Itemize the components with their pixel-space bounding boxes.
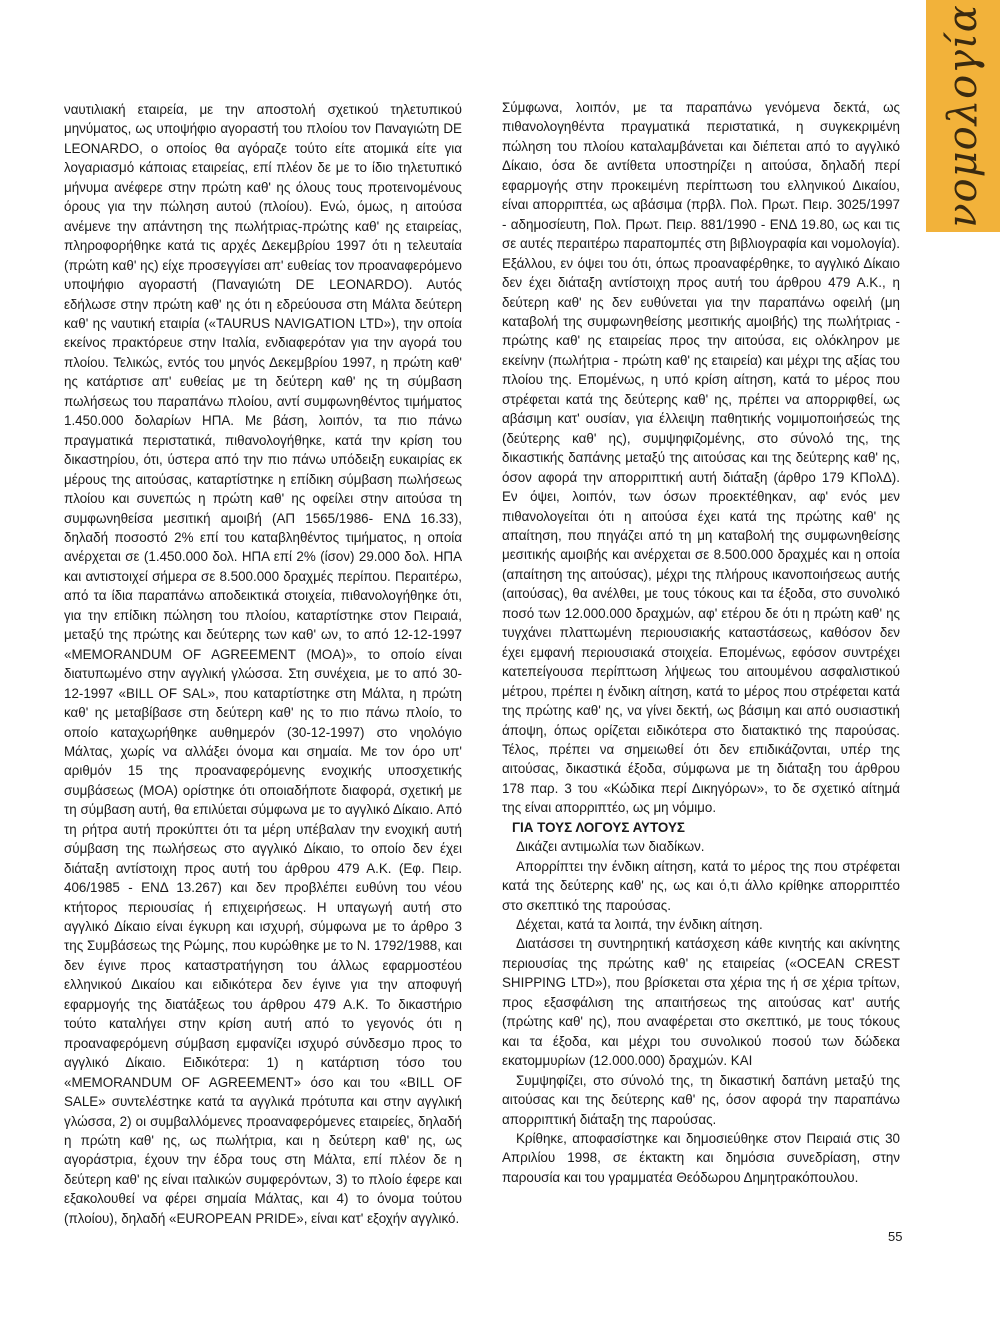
right-column: [502, 98, 900, 1187]
page-number: 55: [888, 1229, 903, 1244]
ruling-paragraph: Απορρίπτει την ένδικη αίτηση, κατά το μέρος της που στρέφεται κατά της δεύτερης καθ' ης, ως και ό,τι άλλο κρίθηκε απορριπτέο στο σκεπτικό της παρούσας.: [502, 858, 900, 913]
ruling-paragraph: Συμψηφίζει, στο σύνολό της, τη δικαστική δαπάνη μεταξύ της αιτούσας και της δεύτερης καθ' ης, όσον αφορά την παραπάνω απορριπτική διάταξη της παρούσας.: [502, 1072, 900, 1127]
left-column-text: ναυτιλιακή εταιρεία, με την αποστολή σχετικού τηλετυπικού μηνύματος, ως υποψήφιο αγοραστή του πλοίου τον Παναγιώτη DE LEONARDO, ο οποίος θα αγόραζε τούτο είτε ατομικά είτε για λογαριασμό κάποιας εταιρείας, επί πλέον δε με το ίδιο τηλετυπικό μήνυμα ανέφερε στην πρώτη καθ' ης όλους τους προτεινομένους όρους για την πώληση αυτού (πλοίου). Ενώ, όμως, η αιτούσα ανέμενε την απάντηση της πωλήτριας-πρώτης καθ' ης εταιρείας, πληροφορήθηκε κατά τις αρχές Δεκεμβρίου 1997 ότι η τελευταία (πρώτη καθ' ης) είχε προσεγγίσει απ' ευθείας τον προαναφερόμενο υποψήφιο αγοραστή (Παναγιώτη DE LEONARDO). Αυτός εδήλωσε στην πρώτη καθ' ης ότι η εδρεύουσα στη Μάλτα δεύτερη καθ' ης ναυτική εταιρία («TAURUS NAVIGATION LTD»), την οποία εκείνος πρακτόρευε στην Ιταλία, ενδιαφερόταν για την αγορά του πλοίου. Τελικώς, εντός του μηνός Δεκεμβρίου 1997, η πρώτη καθ' ης κατάρτισε απ' ευθείας με τη δεύτερη καθ' ης τη σύμβαση πωλήσεως του παραπάνω πλοίου, αντί συμφωνηθέντος τιμήματος 1.450.000 δολαρίων ΗΠΑ. Με βάση, λοιπόν, τα πιο πάνω πραγματικά περιστατικά, πιθανολογήθηκε, κατά την κρίση του δικαστηρίου, ότι, ύστερα από την πιο πάνω υπόδειξη ευκαιρίας εκ μέρους της αιτούσας, καταρτίστηκε η επίδικη σύμβαση πωλήσεως πλοίου και συνεπώς η πρώτη καθ' ης οφείλει στην αιτούσα τη συμφωνηθείσα μεσιτική αμοιβή (ΑΠ 1565/1986- ΕΝΔ 16.33), δηλαδή ποσοστό 2% επί του καταβληθέντος τιμήματος, η οποία ανέρχεται σε (1.450.000 δολ. ΗΠΑ επί 2% (ίσον) 29.000 δολ. ΗΠΑ και αντιστοιχεί σήμερα σε 8.500.000 δραχμές περίπου. Περαιτέρω, από τα ίδια παραπάνω αποδεικτικά στοιχεία, πιθανολογήθηκε ότι, για την επίδικη πώληση του πλοίου, καταρτίστηκε στον Πειραιά, μεταξύ της πρώτης και δεύτερης των καθ' ων, το από 12-12-1997 «MEMORANDUM OF AGREEMENT (MOA)», το οποίο είναι διατυπωμένο στην αγγλική γλώσσα. Στη συνέχεια, με το από 30-12-1997 «BILL OF SAL», που καταρτίστηκε στη Μάλτα, η πρώτη καθ' ης μεταβίβασε στη δεύτερη καθ' ης το πιο πάνω πλοίο, το οποίο καταχωρήθηκε αυθημερόν (30-12-1997) στο νηολόγιο Μάλτας, χωρίς να αλλάξει όνομα και σημαία. Με τον όρο υπ' αριθμόν 15 της προαναφερόμενης ενοχικής υποσχετικής συμβάσεως (ΜΟΑ) ορίστηκε ότι οποιαδήποτε διαφορά, σχετική με τη σύμβαση αυτή, θα επιλύεται σύμφωνα με το αγγλικό Δίκαιο. Από τη ρήτρα αυτή προκύπτει ότι τα μέρη υπέβαλαν την ενοχική αυτή σύμβαση της πωλήσεως στο αγγλικό Δίκαιο, το οποίο δεν έχει διάταξη αντίστοιχη προς αυτή του άρθρου 479 Α.Κ. (Εφ. Πειρ. 406/1985 - ΕΝΔ 13.267) και δεν προβλέπει ευθύνη του νέου κτήτορος περιουσίας ή επιχειρήσεως. Η υπαγωγή αυτή στο αγγλικό Δίκαιο είναι έγκυρη και ισχυρή, σύμφωνα με το άρθρο 3 της Συμβάσεως της Ρώμης, που κυρώθηκε με το Ν. 1792/1988, και δεν έγινε προς καταστρατήγηση του άλλως εφαρμοστέου ελληνικού Δικαίου και ειδικότερα δεν έγινε για την αποφυγή εφαρμογής της διατάξεως του άρθρου 479 Α.Κ. Το δικαστήριο τούτο καταλήγει στην κρίση αυτή από το γεγονός ότι η προαναφερόμενη σύμβαση εμφανίζει ισχυρό σύνδεσμο προς το αγγλικό Δίκαιο. Ειδικότερα: 1) η κατάρτιση τόσο του «MEMORANDUM OF AGREEMENT» όσο και του «BILL OF SALE» συντελέστηκε κατά τα αγγλικά πρότυπα και στην αγγλική γλώσσα, 2) οι συμβαλλόμενες προαναφερόμενες εταιρείες, δηλαδή η πρώτη καθ' ης, ως πωλήτρια, και η δεύτερη καθ' ης, ως αγοράστρια, έχουν την έδρα τους στη Μάλτα, επί πλέον δε η δεύτερη καθ' ης είναι ιταλικών συμφερόντων, 3) το πλοίο έφερε και εξακολουθεί να φέρει σημαία Μάλτας, και 4) το όνομα τούτου (πλοίου), δηλαδή «EUROPEAN PRIDE», είναι κατ' εξοχήν αγγλικό.: [64, 102, 462, 1226]
ruling-paragraph: Δέχεται, κατά τα λοιπά, την ένδικη αίτηση.: [516, 917, 763, 933]
section-tab: [926, 0, 1000, 232]
ruling-paragraph: Κρίθηκε, αποφασίστηκε και δημοσιεύθηκε στον Πειραιά στις 30 Απριλίου 1998, σε έκτακτη και δημόσια συνεδρίαση, στην παρουσία και του γραμματέα Θεόδωρου Δημητρακόπουλου.: [502, 1131, 900, 1185]
ruling-paragraph: Διατάσσει τη συντηρητική κατάσχεση κάθε κινητής και ακίνητης περιουσίας της πρώτης καθ' ης εταιρείας («OCEAN CREST SHIPPING LTD»), που βρίσκεται στα χέρια της ή σε χέρια τρίτων, προς εξασφάλιση της απαιτήσεως της αιτούσας κατ' αυτής (πρώτης καθ' ης), που αναφέρεται στο σκεπτικό, με τους τόκους και τα έξοδα, και μέχρι του συνολικού ποσού των δώδεκα εκατομμυρίων (12.000.000) δραχμών. ΚΑΙ: [502, 936, 900, 1069]
left-column: [64, 100, 462, 1228]
opening-paragraph: Σύμφωνα, λοιπόν, με τα παραπάνω γενόμενα δεκτά, ως πιθανολογηθέντα πραγματικά περιστατικά, η συγκεκριμένη πώληση του πλοίου καταλαμβάνεται και διέπεται από το αγγλικό Δίκαιο, όσα δε αντίθετα υποστηρίζει η αιτούσα, δηλαδή περί εφαρμογής στην προκειμένη περίπτωση του ελληνικού Δικαίου, είναι απορριπτέα, ως αβάσιμα (πρβλ. Πολ. Πρωτ. Πειρ. 3025/1997 - αδημοσίευτη, Πολ. Πρωτ. Πειρ. 881/1990 - ΕΝΔ 19.80, ως και τις σε αυτές περαιτέρω παραπομπές στη βιβλιογραφία και νομολογία). Εξάλλου, εν όψει του ότι, όπως προαναφέρθηκε, το αγγλικό Δίκαιο δεν έχει διάταξη αντίστοιχη προς αυτή του άρθρου 479 Α.Κ., η δεύτερη καθ' ης δεν ευθύνεται για την παραπάνω οφειλή (μη καταβολή της συμφωνηθείσης μεσιτικής αμοιβής) της πωλήτριας - πρώτης καθ' ης εταιρείας προς την αιτούσα, εις ολόκληρον με εκείνην (πωλήτρια - πρώτη καθ' ης εταιρεία) και μέχρι της αξίας του πλοίου της. Επομένως, η υπό κρίση αίτηση, κατά το μέρος που στρέφεται κατά της δεύτερης καθ' ης, πρέπει να απορριφθεί, ως αβάσιμη κατ' ουσίαν, για έλλειψη παθητικής νομιμοποιήσεώς της (δεύτερης καθ' ης), συμψηφιζομένης, στο σύνολό της, της δικαστικής δαπάνης μεταξύ της αιτούσας και της δεύτερης καθ' ης, όσον αφορά την απορριπτική αυτή διάταξη (άρθρο 179 ΚΠολΔ). Εν όψει, λοιπόν, των όσων προεκτέθηκαν, αφ' ενός μεν πιθανολογείται ότι η αιτούσα έχει κατά της πρώτης καθ' ης απαίτηση, που πηγάζει από τη μη καταβολή της συμφωνηθείσης μεσιτικής αμοιβής και ανέρχεται σε 8.500.000 δραχμές και η οποία (απαίτηση της αιτούσας), μέχρι της πλήρους ικανοποιήσεως αυτής (αιτούσας), θα ανέλθει, με τους τόκους και τα έξοδα, στο συνολικό ποσό των 12.000.000 δραχμών, αφ' ετέρου δε ότι η πρώτη καθ' ης τυγχάνει πλαττωμένη περιουσιακής καταστάσεως, καθόσον δεν έχει εμφανή περιουσιακά στοιχεία. Επομένως, εφόσον συντρέχει κατεπείγουσα περίπτωση λήψεως του αιτουμένου ασφαλιστικού μέτρου, πρέπει η ένδικη αίτηση, κατά το μέρος που στρέφεται κατά της πρώτης καθ' ης, να γίνει δεκτή, ως βάσιμη και από ουσιαστική άποψη, όπως ορίζεται ειδικότερα στο διατακτικό της παρούσας. Τέλος, πρέπει να σημειωθεί ότι δεν επιδικάζονται, υπέρ της αιτούσας, δικαστικά έξοδα, σύμφωνα με τη διάταξη του άρθρου 178 παρ. 3 του «Κώδικα περί Δικηγόρων», το δε σχετικό αίτημά της είναι απορριπτέο, ως μη νόμιμο.: [502, 100, 900, 816]
rulings-heading: ΓΙΑ ΤΟΥΣ ΛΟΓΟΥΣ ΑΥΤΟΥΣ: [512, 819, 685, 835]
ruling-paragraph: Δικάζει αντιμωλία των διαδίκων.: [516, 839, 705, 855]
section-title: νομολογία: [940, 4, 987, 228]
